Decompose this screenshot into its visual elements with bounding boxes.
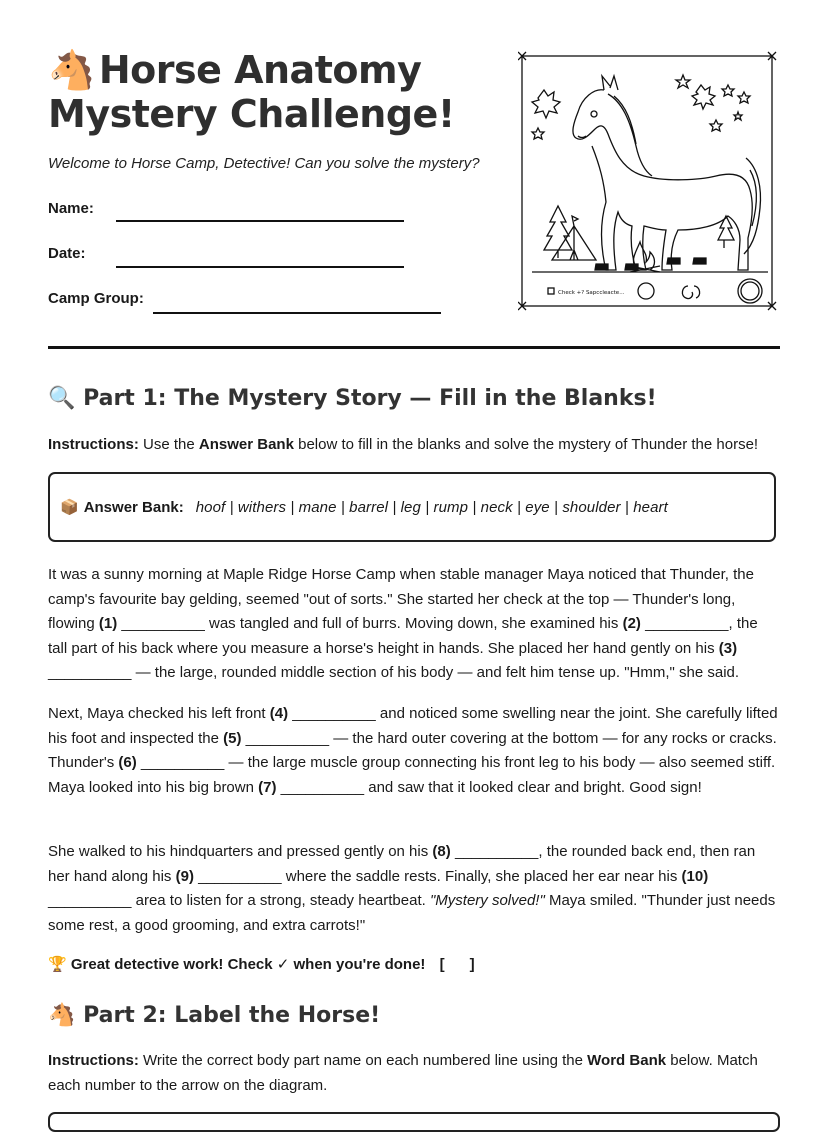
seal-inner xyxy=(741,282,759,300)
completion-check xyxy=(48,955,475,973)
horse-mane xyxy=(608,94,652,176)
worksheet-header xyxy=(48,0,780,352)
camp-group-label: Camp Group: xyxy=(48,290,144,307)
separator: | xyxy=(620,498,634,516)
answer-bank-word: withers xyxy=(237,498,287,516)
separator: | xyxy=(225,498,238,516)
title-line-2: Mystery Challenge! xyxy=(48,92,455,136)
completion-checkbox[interactable]: [ ] xyxy=(439,956,475,973)
horse-body xyxy=(573,90,752,270)
answer-bank-word: leg xyxy=(400,498,421,516)
answer-bank-word: eye xyxy=(525,498,550,516)
answer-bank-box xyxy=(48,472,776,542)
corner-star-icon xyxy=(518,52,776,310)
separator: | xyxy=(388,498,401,516)
blank-8[interactable]: __________ xyxy=(454,843,539,860)
instructions-text: Write the correct body part name on each numbered line using the xyxy=(143,1052,583,1069)
story-paragraph-3: She walked to his hindquarters and pressed gently on his (8) __________, the rounded back end, then ran her hand along his (9) __________ where the saddle rests. Finally, she placed her ear near his (10) __________ area to listen for a strong, steady heartbeat. "Mystery solved!" Maya smiled. "Thunder just needs some rest, a good grooming, and extra carrots!" xyxy=(48,843,776,934)
welcome-text: Welcome to Horse Camp, Detective! Can you solve the mystery? xyxy=(48,155,480,172)
separator: | xyxy=(336,498,350,516)
horse-ears xyxy=(602,76,618,90)
horse-coloring-illustration xyxy=(518,50,780,316)
checkbox-icon xyxy=(548,288,554,294)
horse-mouth xyxy=(578,136,586,138)
illustration-caption: Check +? Sapccleacte... xyxy=(558,290,625,296)
trophy-icon: 🏆 xyxy=(48,956,67,973)
answer-bank-word: heart xyxy=(633,498,668,516)
blank-10[interactable]: __________ xyxy=(48,892,132,910)
answer-bank-words xyxy=(196,499,668,516)
instructions-text: below to fill in the blanks and solve the mystery of Thunder the horse! xyxy=(298,436,759,453)
part1-instructions xyxy=(48,432,780,457)
blank-2[interactable]: __________ xyxy=(645,615,729,633)
answer-bank-word: shoulder xyxy=(562,498,621,516)
horse-eye xyxy=(591,111,597,117)
blank-1[interactable]: __________ xyxy=(121,615,205,633)
answer-bank-word: mane xyxy=(298,498,337,516)
blank-6[interactable]: __________ xyxy=(140,754,225,772)
tent-flag xyxy=(572,216,578,226)
horseshoe-icon xyxy=(682,286,699,299)
blank-4[interactable]: __________ xyxy=(292,705,376,722)
separator: | xyxy=(468,498,481,516)
part1-heading-text: Part 1: The Mystery Story — Fill in the Blanks! xyxy=(83,386,657,411)
instructions-text: below. Match each number to the arrow on the diagram. xyxy=(48,1052,758,1094)
answer-bank-word: rump xyxy=(433,498,469,516)
camp-group-field[interactable] xyxy=(153,312,441,314)
badge-icon xyxy=(638,283,654,299)
instructions-emphasis: Answer Bank xyxy=(198,436,294,453)
instructions-label: Instructions: xyxy=(48,436,139,453)
completion-text: Great detective work! Check ✓ when you're done! xyxy=(70,956,426,973)
star-icon xyxy=(532,75,750,139)
name-field[interactable] xyxy=(116,220,404,222)
story-paragraph-1: It was a sunny morning at Maple Ridge Horse Camp when stable manager Maya noticed that Thunder, the camp's favourite bay gelding, seemed "out of sorts." She started her check at the top — Thunder's long, flowing (1) __________ was tangled and full of burrs. Moving down, she examined his (2) __________, the tall part of his back where you measure a horse's height in hands. She placed her hand gently on his (3) __________ — the large, rounded middle section of his body — and felt him tense up. "Hmm," she said. xyxy=(48,566,758,682)
blank-3[interactable]: __________ xyxy=(48,664,132,682)
blank-5[interactable]: __________ xyxy=(245,729,330,747)
magnifier-icon: 🔍 xyxy=(48,386,76,411)
story-paragraph-2: Next, Maya checked his left front (4) __________ and noticed some swelling near the joint. She carefully lifted his foot and inspected the (5) __________ — the hard outer covering at the bottom — for any rocks or cracks. Thunder's (6) __________ — the large muscle group connecting his front leg to his body — also seemed stiff. Maya looked into his big brown (7) __________ and saw that it looked clear and bright. Good sign! xyxy=(48,705,778,796)
part2-heading xyxy=(48,1003,380,1028)
separator: | xyxy=(549,498,563,516)
horse-icon: 🐴 xyxy=(48,48,95,92)
maple-leaf-icon xyxy=(692,85,715,109)
separator: | xyxy=(420,498,434,516)
title-line-1: Horse Anatomy xyxy=(98,48,422,92)
horse-icon: 🐴 xyxy=(48,1003,76,1028)
answer-bank-word: neck xyxy=(480,498,513,516)
blank-9[interactable]: __________ xyxy=(198,867,282,885)
blank-7[interactable]: __________ xyxy=(280,778,365,796)
date-field[interactable] xyxy=(116,266,404,268)
header-divider xyxy=(48,346,780,349)
instructions-label: Instructions: xyxy=(48,1052,139,1069)
name-label: Name: xyxy=(48,200,94,217)
instructions-emphasis: Word Bank xyxy=(587,1052,667,1069)
answer-bank-label: Answer Bank: xyxy=(83,498,184,516)
word-bank-box xyxy=(48,1112,780,1132)
part1-heading xyxy=(48,386,657,411)
answer-bank-word: hoof xyxy=(195,498,226,516)
package-icon: 📦 xyxy=(60,499,79,516)
answer-bank-word: barrel xyxy=(349,498,389,516)
maple-leaf-icon xyxy=(532,90,560,118)
worksheet-page xyxy=(48,0,780,1094)
page-title xyxy=(48,48,498,136)
instructions-text: Use the xyxy=(143,436,195,453)
part2-instructions xyxy=(48,1049,780,1098)
pine-tree-icon xyxy=(718,216,734,248)
separator: | xyxy=(512,498,526,516)
part2-heading-text: Part 2: Label the Horse! xyxy=(83,1003,381,1028)
date-label: Date: xyxy=(48,245,86,262)
separator: | xyxy=(286,498,299,516)
